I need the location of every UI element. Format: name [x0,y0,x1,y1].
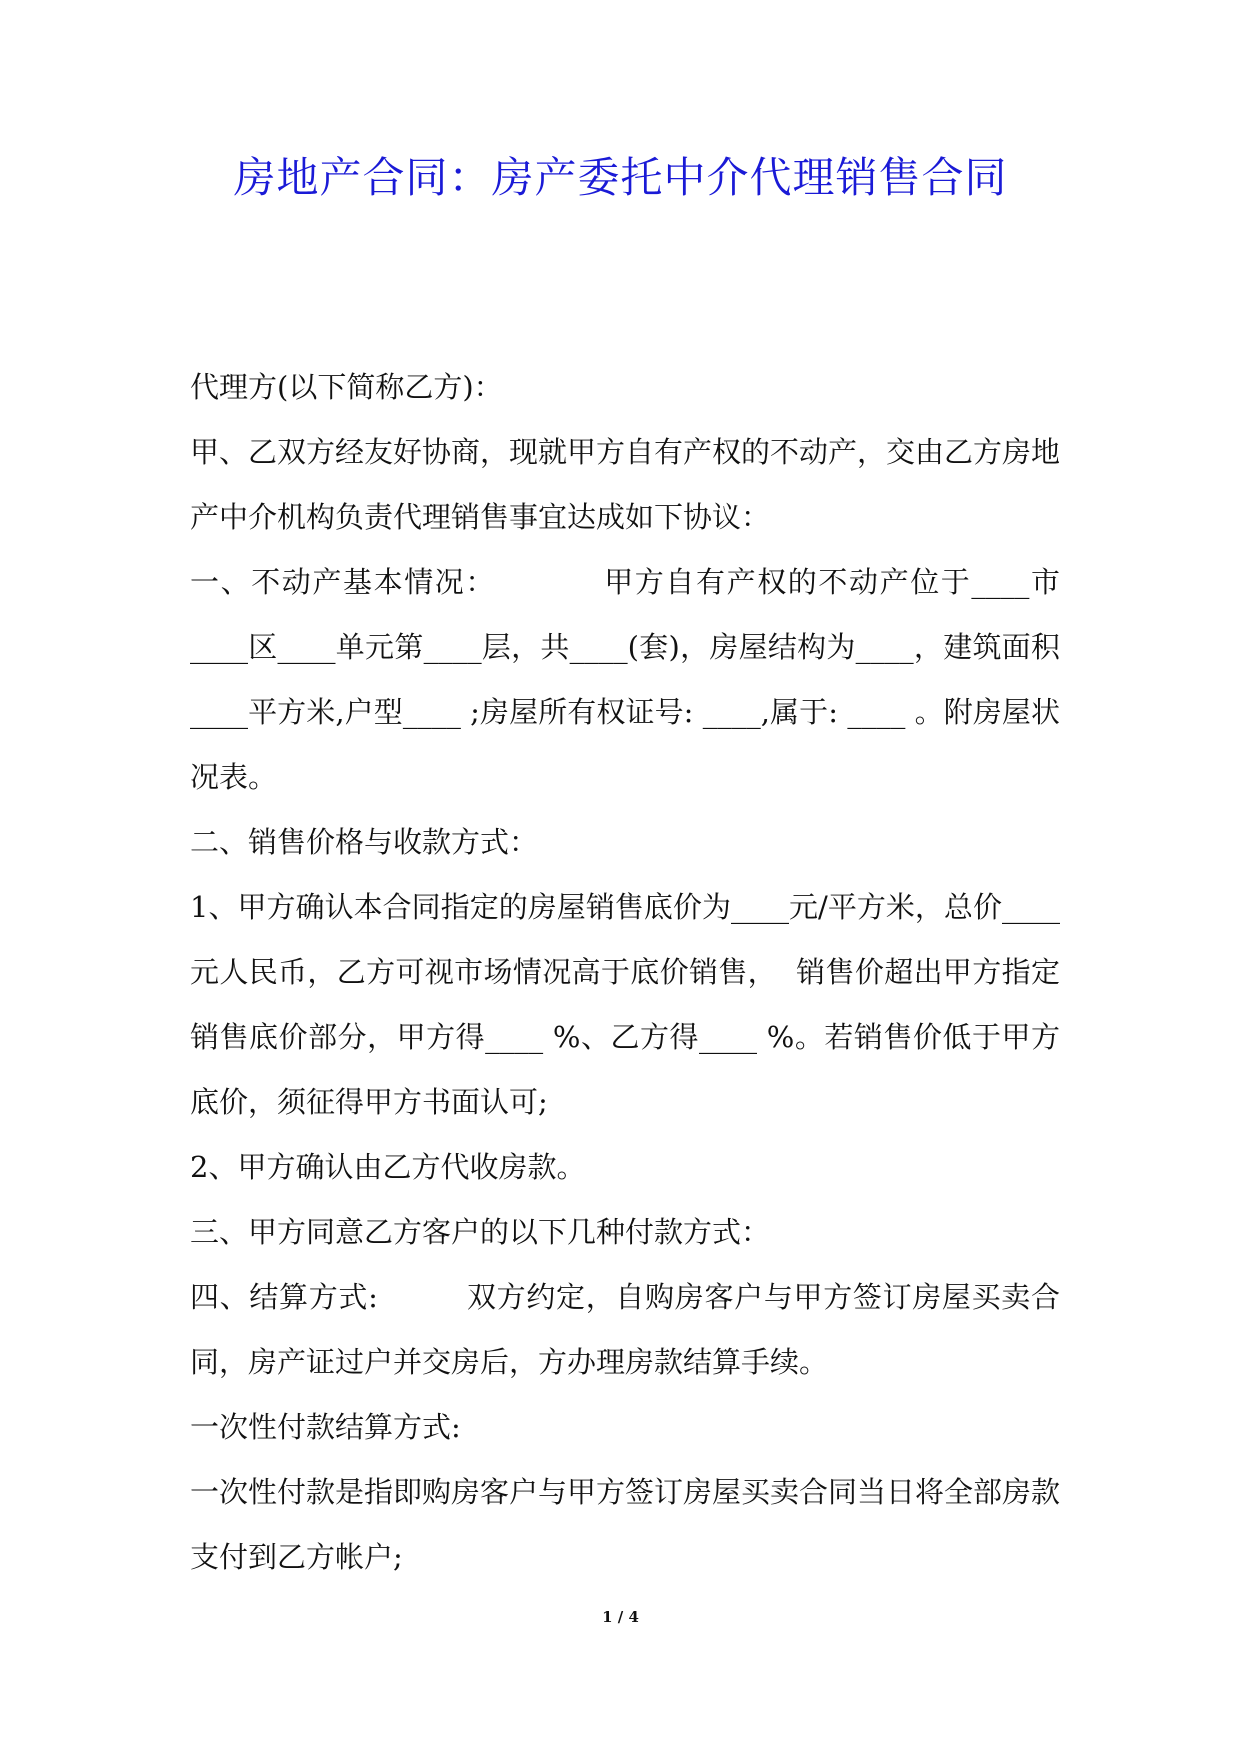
document-body [190,355,1060,1590]
paragraph-price-clause-2: 2、甲方确认由乙方代收房款。 [190,1150,586,1184]
paragraph-agent-party: 代理方(以下简称乙方)： [190,370,503,404]
paragraph-property-info: 一、不动产基本情况： 甲方自有产权的不动产位于____市____区____单元第____层，共____(套)，房屋结构为____，建筑面积____平方米,户型____ ;房屋所有权证号: ____,属于: ____ 。附房屋状况表。 [190,565,1060,794]
page-number: 1 / 4 [602,1608,639,1626]
paragraph-price-clause-1: 1、甲方确认本合同指定的房屋销售底价为____元/平方米，总价____元人民币，乙方可视市场情况高于底价销售， 销售价超出甲方指定销售底价部分，甲方得____ %、乙方得____ %。若销售价低于甲方底价，须征得甲方书面认可; [190,890,1060,1119]
paragraph-agreement-intro: 甲、乙双方经友好协商，现就甲方自有产权的不动产，交由乙方房地产中介机构负责代理销售事宜达成如下协议： [190,435,1061,534]
paragraph-lump-sum-heading: 一次性付款结算方式: [190,1410,461,1444]
paragraph-lump-sum-detail: 一次性付款是指即购房客户与甲方签订房屋买卖合同当日将全部房款支付到乙方帐户; [190,1475,1061,1574]
paragraph-price-heading: 二、销售价格与收款方式： [190,825,539,859]
page-title: 房地产合同：房产委托中介代理销售合同 [233,153,1008,202]
paragraph-payment-methods: 三、甲方同意乙方客户的以下几种付款方式： [190,1215,771,1249]
paragraph-settlement: 四、结算方式: 双方约定，自购房客户与甲方签订房屋买卖合同，房产证过户并交房后，方办理房款结算手续。 [190,1280,1060,1379]
